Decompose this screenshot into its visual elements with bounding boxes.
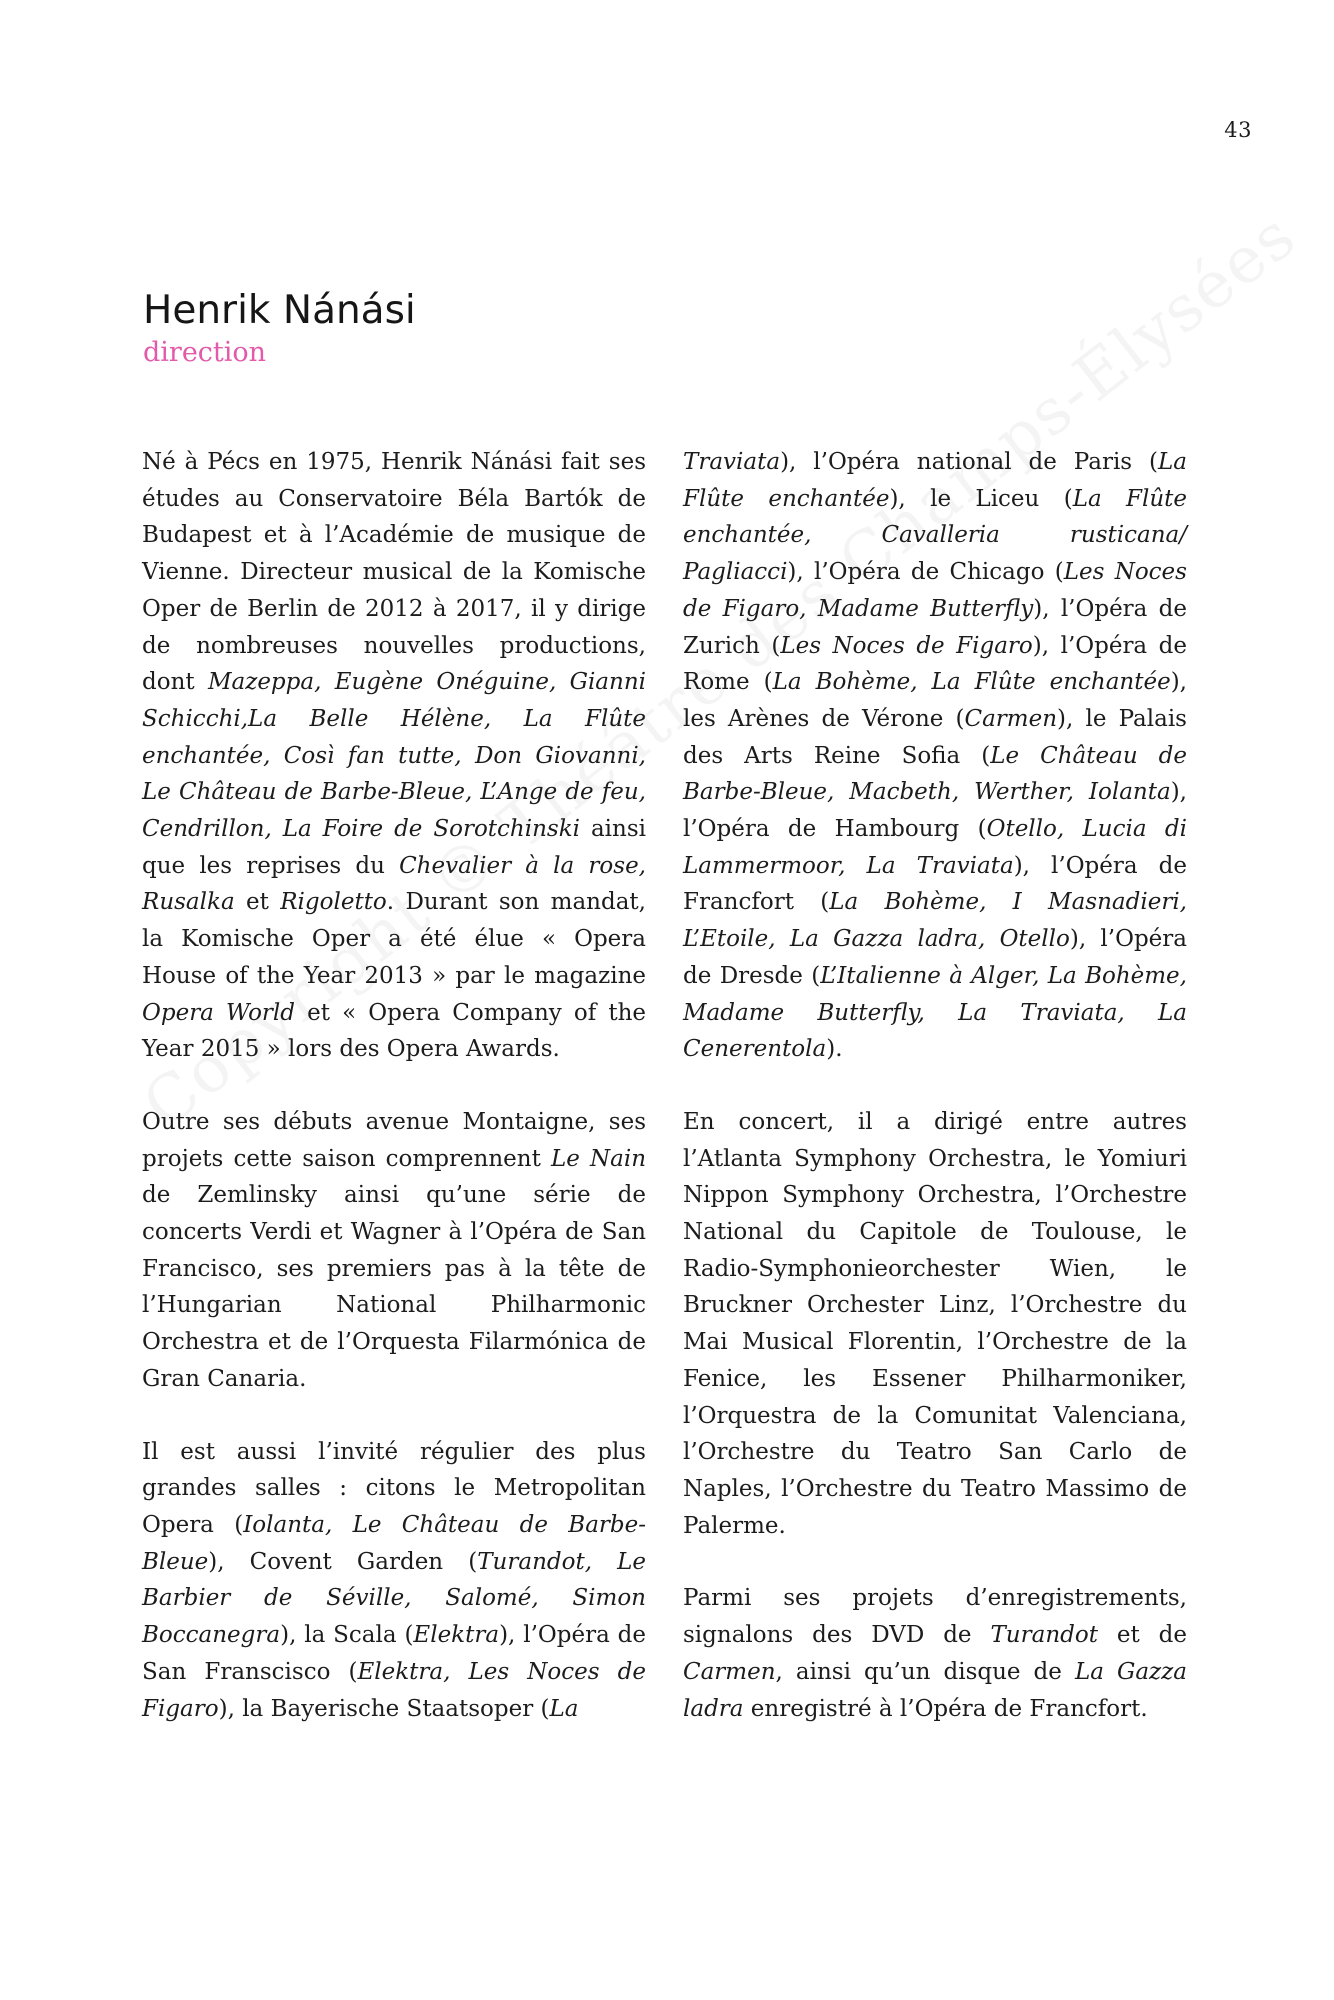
biography-left-column (142, 444, 646, 1727)
body-text: ), l’Opéra de Rome ( (683, 632, 1187, 696)
work-title-text: La Gazza ladra (683, 1658, 1187, 1722)
work-title-text: Le Nain (550, 1145, 647, 1172)
body-text: Outre ses débuts avenue Montaigne, ses projets cette saison comprennent (142, 1108, 646, 1172)
page-number: 43 (1224, 118, 1252, 142)
work-title-text: L’Italienne à Alger, La Bohème, Madame Butterfly, La Traviata, La Cenerentola (683, 962, 1187, 1063)
body-text: ainsi que les reprises du (142, 816, 646, 879)
body-text: . Durant son mandat, la Komische Oper a été élue « Opera House of the Year 2013 » par le magazine (142, 889, 646, 989)
artist-name: Henrik Nánási (143, 288, 416, 333)
work-title-text: La Bohème, I Masnadieri, L’Etoile, La Gazza ladra, Otello (683, 889, 1187, 953)
work-title-text: Traviata (683, 449, 781, 475)
artist-heading (143, 290, 416, 369)
work-title-text: La Flûte enchantée, Cavalleria rusticana/ Pagliacci (683, 485, 1188, 586)
body-text: ), l’Opéra national de Paris ( (780, 449, 1158, 475)
biography-paragraph (142, 1434, 646, 1728)
biography-right-column (683, 444, 1187, 1727)
work-title-text: Opera World (142, 999, 296, 1026)
body-text: et « Opera Company of the Year 2015 » lors des Opera Awards. (142, 999, 646, 1063)
work-title-text: Elektra, Les Noces de Figaro (142, 1658, 646, 1722)
body-text: ). (826, 1036, 843, 1063)
body-text: de Zemlinsky ainsi qu’une série de concerts Verdi et Wagner à l’Opéra de San Francisco, ses premiers pas à la tête de l’Hungarian National Philharmonic Orchestra et de l’Orquesta Filarmónica de Gran Canaria. (142, 1182, 646, 1392)
body-text: et de (1097, 1622, 1187, 1649)
work-title-text: Otello, Lucia di Lammermoor, La Traviata (683, 816, 1187, 879)
body-text: ), Covent Garden ( (208, 1548, 478, 1575)
biography-paragraph (683, 444, 1187, 1068)
work-title-text: Turandot, Le Barbier de Séville, Salomé, Simon Boccanegra (142, 1548, 646, 1649)
body-text: En concert, il a dirigé entre autres l’Atlanta Symphony Orchestra, le Yomiuri Nippon Symphony Orchestra, l’Orchestre National du Capitole de Toulouse, le Radio-Symphonieorchester Wien, le Bruckner Orchester Linz, l’Orchestre du Mai Musical Florentin, l’Orchestre de la Fenice, les Essener Philharmoniker, l’Orquestra de la Comunitat Valenciana, l’Orchestre du Teatro San Carlo de Naples, l’Orchestre du Teatro Massimo de Palerme. (683, 1108, 1187, 1539)
work-title-text: Iolanta, Le Château de Barbe-Bleue (142, 1511, 647, 1575)
body-text: ), les Arènes de Vérone ( (683, 669, 1187, 732)
work-title-text: Elektra (413, 1622, 500, 1649)
body-text: et (234, 889, 281, 916)
work-title-text: La Flûte enchantée (683, 449, 1187, 512)
body-text: Il est aussi l’invité régulier des plus grandes salles : citons le Metropolitan Opera ( (142, 1438, 646, 1538)
work-title-text: Les Noces de Figaro, Madame Butterfly (683, 559, 1187, 622)
body-text: ), l’Opéra de San Franscisco ( (142, 1622, 646, 1685)
body-text: ), l’Opéra de Chicago ( (787, 559, 1064, 586)
work-title-text: Les Noces de Figaro (780, 632, 1033, 659)
work-title-text: Turandot (990, 1622, 1098, 1649)
body-text: , ainsi qu’un disque de (775, 1658, 1075, 1685)
work-title-text: Carmen (683, 1658, 776, 1685)
artist-role: direction (143, 336, 267, 368)
body-text: Parmi ses projets d’enregistrements, signalons des DVD de (683, 1585, 1187, 1649)
biography-paragraph (683, 1580, 1187, 1727)
biography-paragraph (142, 1104, 646, 1398)
body-text: ), le Liceu ( (889, 485, 1073, 512)
body-text: ), l’Opéra de Zurich ( (683, 595, 1187, 659)
work-title-text: Le Château de Barbe-Bleue, Macbeth, Werther, Iolanta (683, 742, 1187, 806)
body-text: Né à Pécs en 1975, Henrik Nánási fait ses études au Conservatoire Béla Bartók de Budapest et à l’Académie de musique de Vienne. Directeur musical de la Komische Oper de Berlin de 2012 à 2017, il y dirige de nombreuses nouvelles productions, dont (142, 449, 646, 696)
body-text: ), l’Opéra de Francfort ( (683, 852, 1188, 916)
biography-paragraph (683, 1104, 1187, 1544)
work-title-text: Carmen (964, 705, 1058, 732)
body-text: ), l’Opéra de Dresde ( (683, 926, 1187, 989)
work-title-text: Mazeppa, Eugène Onéguine, Gianni Schicchi,La Belle Hélène, La Flûte enchantée, Così fan tutte, Don Giovanni, Le Château de Barbe-Bleue, L’Ange de feu, Cendrillon, La Foire de Sorotchinski (142, 669, 647, 843)
body-text: ), la Bayerische Staatsoper ( (218, 1695, 550, 1722)
work-title-text: Chevalier à la rose, Rusalka (142, 852, 646, 916)
body-text: ), le Palais des Arts Reine Sofia ( (683, 705, 1187, 769)
body-text: ), l’Opéra de Hambourg ( (683, 779, 1187, 843)
body-text: enregistré à l’Opéra de Francfort. (743, 1695, 1148, 1722)
work-title-text: Rigoletto (280, 889, 387, 916)
work-title-text: La Bohème, La Flûte enchantée (772, 669, 1171, 696)
work-title-text: La (549, 1695, 579, 1722)
biography-paragraph (142, 444, 646, 1068)
body-text: ), la Scala ( (280, 1622, 414, 1649)
